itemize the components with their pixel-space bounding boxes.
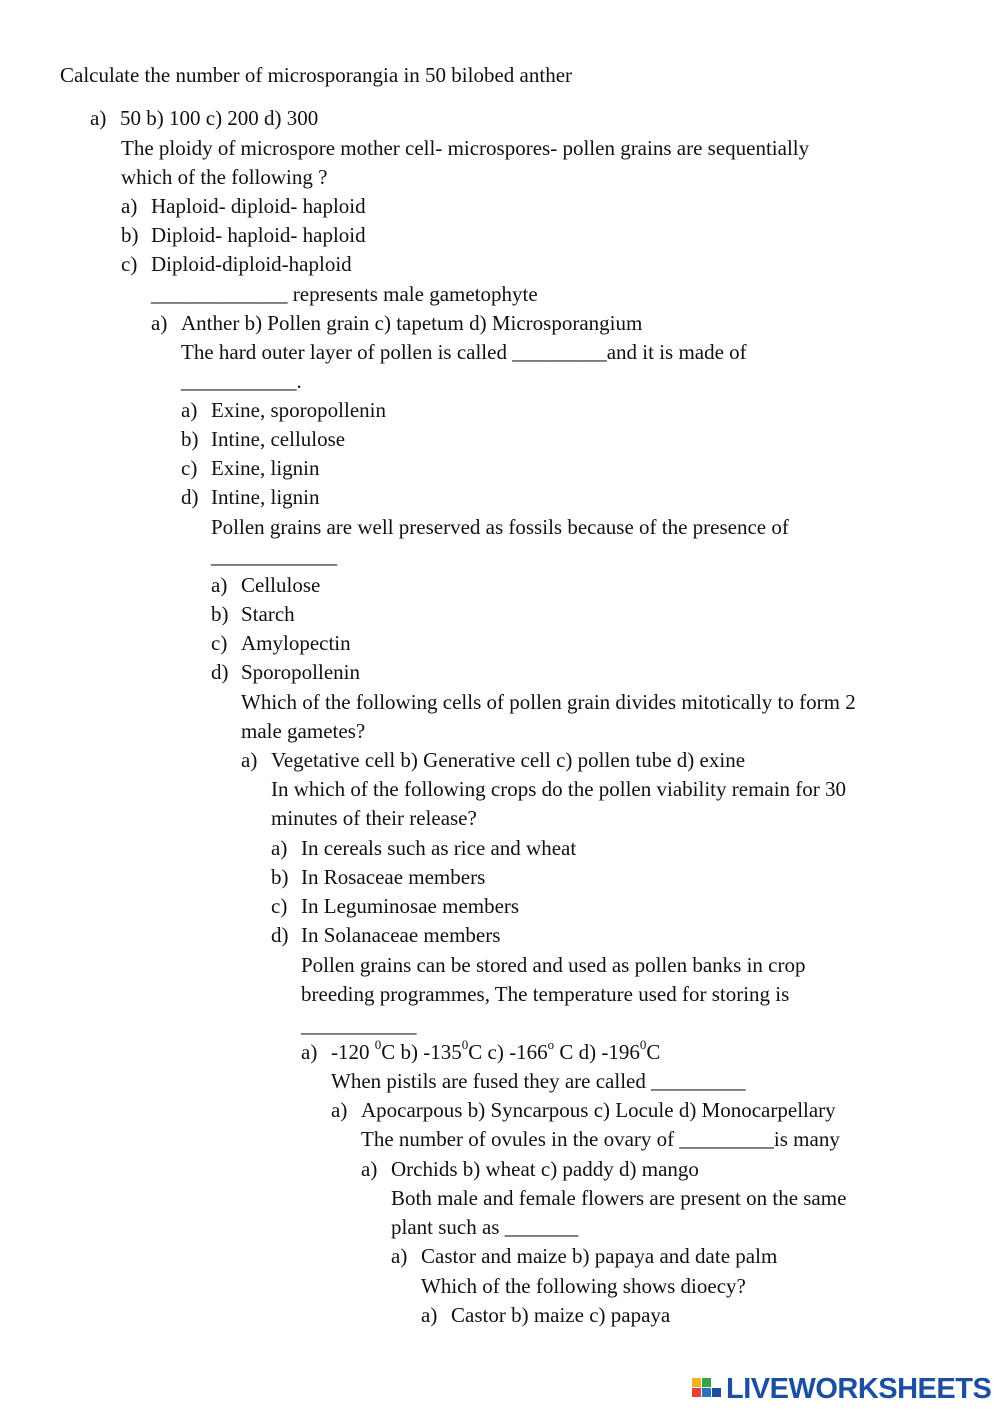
option-label: a) bbox=[271, 836, 288, 860]
option-label: a) bbox=[421, 1303, 438, 1327]
question-8-stem-line-3: ___________ bbox=[301, 1013, 417, 1037]
option-text: Apocarpous b) Syncarpous c) Locule d) Monocarpellary bbox=[361, 1098, 836, 1122]
question-8-stem-line-2: breeding programmes, The temperature used for storing is bbox=[301, 982, 790, 1006]
question-4-option-c bbox=[181, 455, 320, 481]
temp-a: -120 bbox=[331, 1040, 375, 1064]
option-text: 50 b) 100 c) 200 d) 300 bbox=[120, 106, 319, 130]
question-2-option-c bbox=[121, 251, 352, 277]
question-3-options bbox=[151, 310, 642, 336]
option-text: Diploid- haploid- haploid bbox=[151, 223, 366, 247]
option-label: a) bbox=[241, 748, 258, 772]
question-7-option-a bbox=[271, 835, 576, 861]
option-text: Castor and maize b) papaya and date palm bbox=[421, 1244, 778, 1268]
option-label: a) bbox=[121, 194, 138, 218]
question-3-stem: _____________ represents male gametophyte bbox=[151, 282, 538, 306]
option-label: b) bbox=[121, 223, 139, 247]
option-label: c) bbox=[181, 456, 198, 480]
superscript: o bbox=[547, 1037, 555, 1052]
question-9-stem: When pistils are fused they are called _________ bbox=[331, 1069, 746, 1093]
temp-d: C d) -196 bbox=[554, 1040, 640, 1064]
brand-name: LIVEWORKSHEETS bbox=[726, 1372, 992, 1405]
question-4-stem-line-2: ___________. bbox=[181, 369, 302, 393]
question-5-option-a bbox=[211, 572, 320, 598]
question-7-stem-line-1: In which of the following crops do the pollen viability remain for 30 bbox=[271, 777, 847, 801]
question-11-stem-line-1: Both male and female flowers are present on the same bbox=[391, 1186, 847, 1210]
question-5-option-b bbox=[211, 601, 295, 627]
question-1-stem: Calculate the number of microsporangia in 50 bilobed anther bbox=[60, 63, 573, 87]
option-label: b) bbox=[271, 865, 289, 889]
question-6-stem-line-1: Which of the following cells of pollen grain divides mitotically to form 2 bbox=[241, 690, 856, 714]
option-text: In Leguminosae members bbox=[301, 894, 520, 918]
question-5-option-c bbox=[211, 630, 351, 656]
question-4-option-b bbox=[181, 426, 345, 452]
superscript: 0 bbox=[374, 1037, 382, 1052]
question-8-options bbox=[301, 1039, 660, 1065]
question-6-stem-line-2: male gametes? bbox=[241, 719, 366, 743]
option-text: Starch bbox=[241, 602, 295, 626]
option-label: a) bbox=[301, 1040, 318, 1064]
question-11-stem-line-2: plant such as _______ bbox=[391, 1215, 579, 1239]
option-text: In Rosaceae members bbox=[301, 865, 486, 889]
question-12-options bbox=[421, 1302, 670, 1328]
question-5-stem-line-1: Pollen grains are well preserved as fossils because of the presence of bbox=[211, 515, 789, 539]
question-7-option-b bbox=[271, 864, 485, 890]
option-text: Amylopectin bbox=[241, 631, 351, 655]
option-label: a) bbox=[211, 573, 228, 597]
question-2-option-b bbox=[121, 222, 366, 248]
question-5-stem-line-2: ____________ bbox=[211, 544, 337, 568]
option-text: Exine, lignin bbox=[211, 456, 320, 480]
temp-c: C c) -166 bbox=[468, 1040, 548, 1064]
option-label: d) bbox=[271, 923, 289, 947]
superscript: 0 bbox=[461, 1037, 469, 1052]
question-4-option-d bbox=[181, 484, 320, 510]
option-label: a) bbox=[331, 1098, 348, 1122]
question-1-options bbox=[90, 105, 318, 131]
option-text: Haploid- diploid- haploid bbox=[151, 194, 366, 218]
option-text: Exine, sporopollenin bbox=[211, 398, 386, 422]
option-label: b) bbox=[181, 427, 199, 451]
option-label: a) bbox=[361, 1157, 378, 1181]
question-2-stem-line-1: The ploidy of microspore mother cell- microspores- pollen grains are sequentially bbox=[121, 136, 810, 160]
question-5-option-d bbox=[211, 659, 360, 685]
option-label: a) bbox=[90, 106, 107, 130]
question-7-stem-line-2: minutes of their release? bbox=[271, 806, 477, 830]
option-label: a) bbox=[151, 311, 168, 335]
liveworksheets-logo-icon bbox=[690, 1374, 724, 1404]
option-text bbox=[331, 1037, 661, 1064]
question-2-option-a bbox=[121, 193, 366, 219]
option-text: Sporopollenin bbox=[241, 660, 360, 684]
question-10-options bbox=[361, 1156, 699, 1182]
superscript: 0 bbox=[639, 1037, 647, 1052]
option-label: a) bbox=[391, 1244, 408, 1268]
option-text: In cereals such as rice and wheat bbox=[301, 836, 577, 860]
option-label: c) bbox=[121, 252, 138, 276]
question-4-option-a bbox=[181, 397, 386, 423]
question-4-stem-line-1: The hard outer layer of pollen is called _________and it is made of bbox=[181, 340, 747, 364]
question-7-option-c bbox=[271, 893, 519, 919]
option-text: Castor b) maize c) papaya bbox=[451, 1303, 671, 1327]
option-text: Anther b) Pollen grain c) tapetum d) Microsporangium bbox=[181, 311, 643, 335]
temp-b: C b) -135 bbox=[381, 1040, 462, 1064]
option-text: Orchids b) wheat c) paddy d) mango bbox=[391, 1157, 699, 1181]
question-9-options bbox=[331, 1097, 836, 1123]
option-label: a) bbox=[181, 398, 198, 422]
option-label: c) bbox=[271, 894, 288, 918]
question-7-option-d bbox=[271, 922, 500, 948]
temp-end: C bbox=[646, 1040, 661, 1064]
question-8-stem-line-1: Pollen grains can be stored and used as pollen banks in crop bbox=[301, 953, 806, 977]
option-text: Vegetative cell b) Generative cell c) pollen tube d) exine bbox=[271, 748, 746, 772]
option-label: c) bbox=[211, 631, 228, 655]
question-2-stem-line-2: which of the following ? bbox=[121, 165, 328, 189]
question-6-options bbox=[241, 747, 745, 773]
question-10-stem: The number of ovules in the ovary of _________is many bbox=[361, 1127, 840, 1151]
option-label: d) bbox=[211, 660, 229, 684]
question-11-options bbox=[391, 1243, 777, 1269]
liveworksheets-brand bbox=[690, 1372, 991, 1406]
option-text: In Solanaceae members bbox=[301, 923, 501, 947]
option-text: Cellulose bbox=[241, 573, 321, 597]
question-12-stem: Which of the following shows dioecy? bbox=[421, 1274, 746, 1298]
option-text: Intine, cellulose bbox=[211, 427, 346, 451]
option-text: Diploid-diploid-haploid bbox=[151, 252, 352, 276]
option-label: b) bbox=[211, 602, 229, 626]
option-label: d) bbox=[181, 485, 199, 509]
option-text: Intine, lignin bbox=[211, 485, 320, 509]
